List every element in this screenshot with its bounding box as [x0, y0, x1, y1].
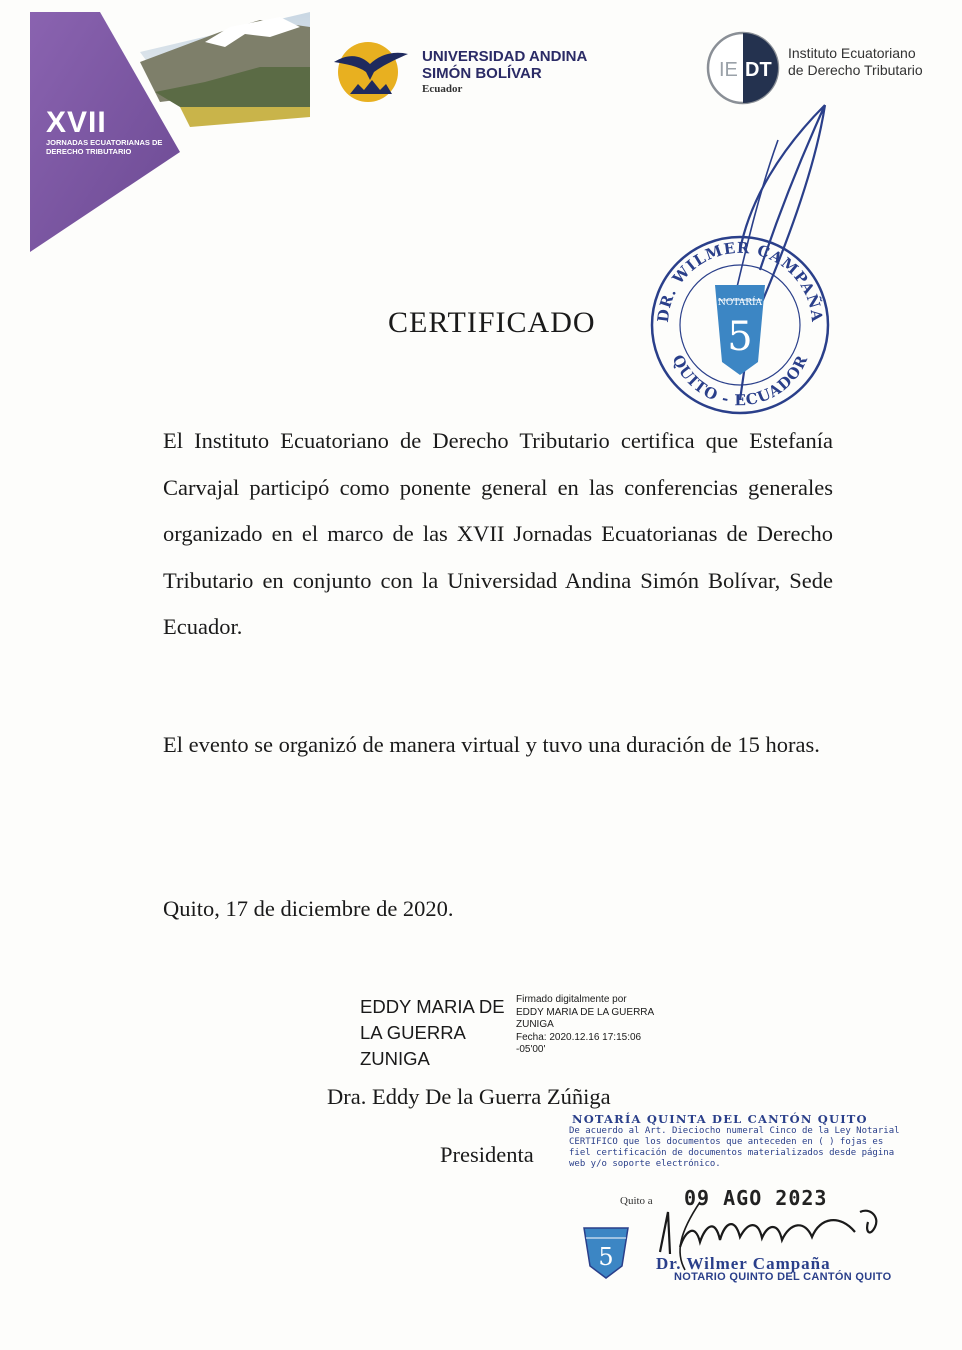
- notary-certification-text: De acuerdo al Art. Dieciocho numeral Cinco de la Ley Notarial CERTIFICO que los documentos que anteceden en ( ) fojas es fiel certificación de documentos materializados desde página web y/o soporte electrónico.: [569, 1126, 900, 1169]
- iedt-logo-icon: [705, 30, 781, 106]
- notary-date-stamp: 09 AGO 2023: [684, 1186, 828, 1210]
- uasb-name: [422, 48, 587, 95]
- signer-name: Dra. Eddy De la Guerra Zúñiga: [327, 1084, 611, 1109]
- jornadas-banner-text: [46, 108, 186, 156]
- signature-detail-line3: Fecha: 2020.12.16 17:15:06: [516, 1031, 642, 1043]
- notary-name: Dr. Wilmer Campaña: [656, 1254, 831, 1273]
- digital-signature-name: EDDY MARIA DE LA GUERRA ZUNIGA: [360, 996, 505, 1069]
- uasb-line1: UNIVERSIDAD ANDINA: [422, 48, 588, 65]
- issue-date: Quito, 17 de diciembre de 2020.: [163, 896, 454, 921]
- certificate-paragraph-2: El evento se organizó de manera virtual y tuvo una duración de 15 horas.: [163, 732, 820, 757]
- banner-subtitle: JORNADAS ECUATORIANAS DE DERECHO TRIBUTARIO: [46, 138, 163, 156]
- stamp-bottom-text: QUITO - ECUADOR: [668, 351, 812, 410]
- stamp-number: 5: [727, 314, 753, 360]
- iedt-name: [788, 45, 923, 79]
- notary-seal-icon: [576, 1220, 636, 1280]
- stamp-top-text: DR. WILMER CAMPAÑA: [653, 238, 827, 324]
- notary-role: NOTARIO QUINTO DEL CANTÓN QUITO: [674, 1271, 892, 1283]
- uasb-line2: SIMÓN BOLÍVAR: [422, 65, 542, 82]
- uasb-condor-icon: [330, 34, 410, 104]
- notary-stamp: [630, 100, 840, 430]
- signature-detail-line2: EDDY MARIA DE LA GUERRA ZUNIGA: [516, 1006, 654, 1030]
- iedt-line1: Instituto Ecuatoriano: [788, 45, 916, 61]
- page-title: CERTIFICADO: [388, 306, 596, 339]
- notary-heading: NOTARÍA QUINTA DEL CANTÓN QUITO: [572, 1112, 868, 1126]
- uasb-line3: Ecuador: [422, 83, 463, 95]
- digital-signature-detail: [516, 994, 676, 1057]
- svg-text:DT: DT: [745, 59, 772, 81]
- certificate-paragraph-1: El Instituto Ecuatoriano de Derecho Tributario certifica que Estefanía Carvajal participó como ponente general en las conferencias generales organizado en el marco de las XVII Jornadas Ecuatorianas de Derecho Tributario en conjunto con la Universidad Andina Simón Bolívar, Sede Ecuador.: [163, 428, 833, 639]
- banner-edition: XVII: [46, 106, 107, 139]
- notary-city: Quito a: [620, 1195, 653, 1207]
- svg-text:IE: IE: [719, 59, 738, 81]
- signature-detail-line4: -05'00': [516, 1044, 546, 1055]
- svg-text:5: 5: [598, 1243, 614, 1271]
- signature-detail-line1: Firmado digitalmente por: [516, 994, 627, 1005]
- iedt-line2: de Derecho Tributario: [788, 62, 923, 78]
- signer-role: Presidenta: [440, 1142, 534, 1167]
- stamp-middle-text: NOTARÍA: [717, 298, 763, 308]
